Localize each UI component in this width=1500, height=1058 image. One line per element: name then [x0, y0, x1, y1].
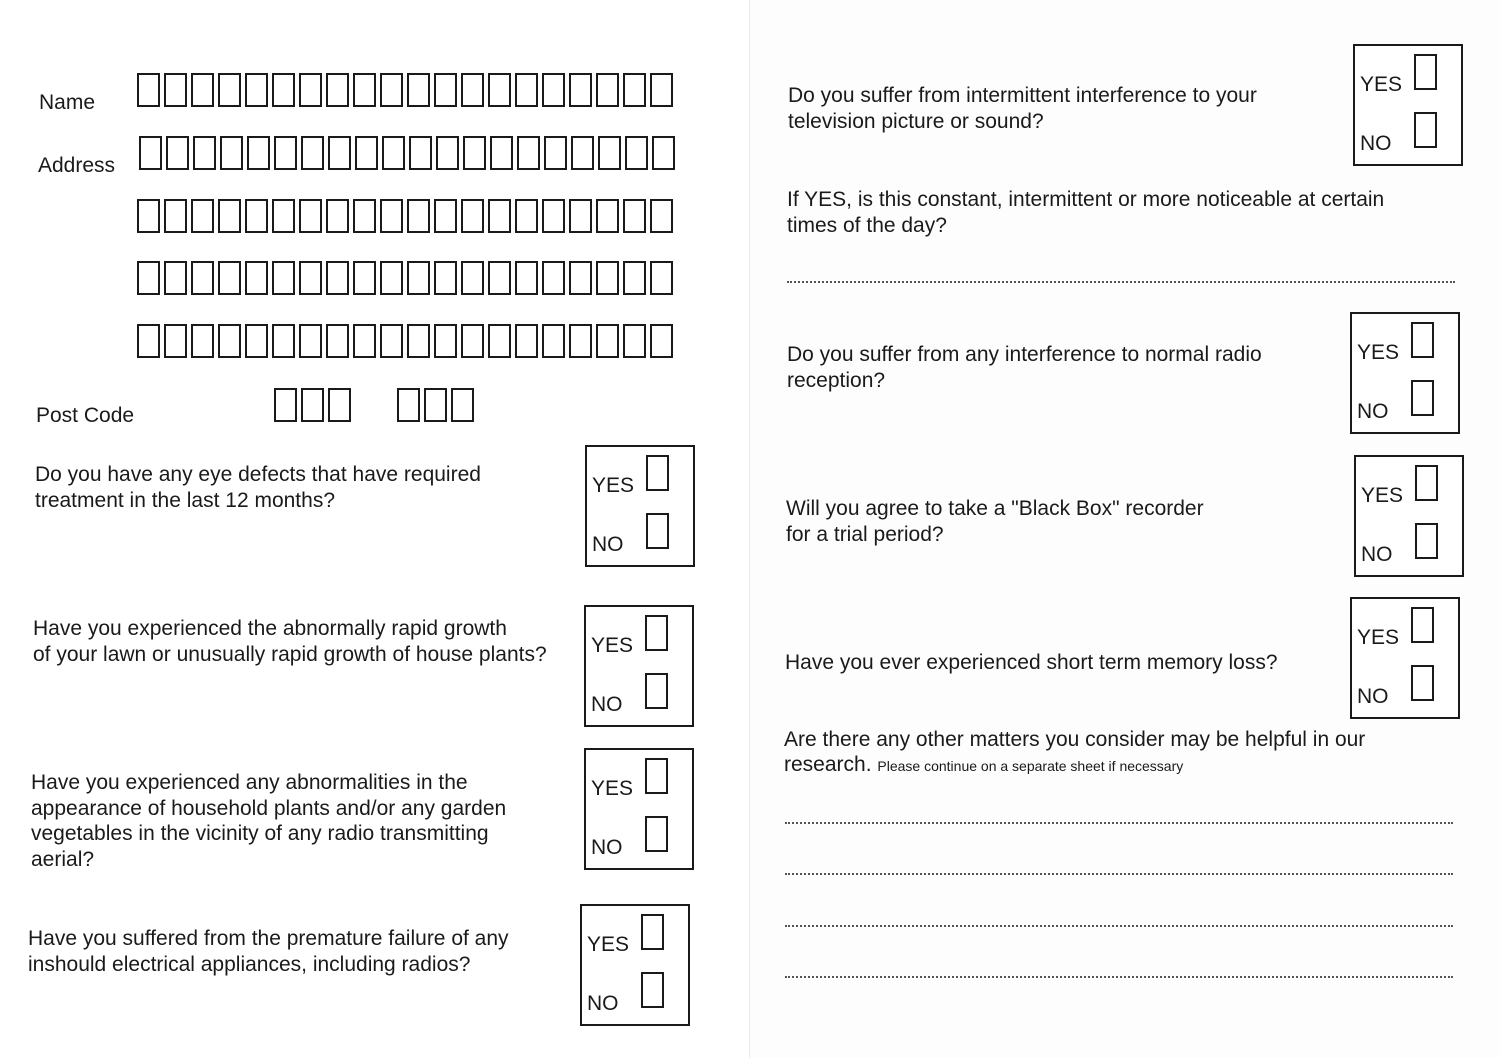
letter-box[interactable] [326, 73, 349, 107]
letter-box[interactable] [424, 388, 447, 422]
letter-box[interactable] [137, 199, 160, 233]
question-memory-loss: Have you ever experienced short term memory loss? [785, 651, 1278, 674]
yes-label: YES [591, 634, 634, 657]
postcode-label: Post Code [36, 404, 135, 427]
letter-box[interactable] [407, 199, 430, 233]
yes-checkbox[interactable] [645, 615, 668, 651]
yes-label: YES [592, 474, 635, 497]
no-label: NO [1357, 400, 1389, 423]
no-label: NO [591, 836, 623, 859]
answer-memory-loss [1350, 597, 1460, 719]
letter-box[interactable] [137, 73, 160, 107]
letter-box[interactable] [598, 136, 621, 170]
question-tv-interference: Do you suffer from intermittent interference to your television picture or sound? [788, 84, 1257, 133]
other-matters-answer-line-4[interactable] [785, 976, 1453, 978]
no-checkbox[interactable] [1411, 665, 1434, 701]
yes-checkbox[interactable] [1411, 607, 1434, 643]
question-radio-interference: Do you suffer from any interference to normal radio reception? [787, 343, 1262, 392]
no-checkbox[interactable] [1415, 523, 1438, 559]
answer-lawn-growth [584, 605, 694, 727]
letter-box[interactable] [623, 73, 646, 107]
letter-box[interactable] [515, 73, 538, 107]
letter-box[interactable] [299, 261, 322, 295]
letter-box[interactable] [218, 199, 241, 233]
letter-box[interactable] [139, 136, 162, 170]
tv-followup-answer-line[interactable] [787, 281, 1455, 283]
no-checkbox[interactable] [1414, 112, 1437, 148]
page-fold [749, 0, 750, 1058]
address-boxes-line-3[interactable] [137, 261, 673, 295]
letter-box[interactable] [353, 324, 376, 358]
answer-plant-abnormalities [584, 748, 694, 870]
letter-box[interactable] [596, 324, 619, 358]
no-label: NO [1360, 132, 1392, 155]
question-tv-followup: If YES, is this constant, intermittent or more noticeable at certain times of the day? [787, 188, 1385, 237]
letter-box[interactable] [301, 388, 324, 422]
letter-box[interactable] [164, 324, 187, 358]
letter-box[interactable] [488, 199, 511, 233]
no-label: NO [591, 693, 623, 716]
letter-box[interactable] [542, 324, 565, 358]
letter-box[interactable] [623, 261, 646, 295]
letter-box[interactable] [515, 324, 538, 358]
yes-checkbox[interactable] [645, 758, 668, 794]
letter-box[interactable] [299, 73, 322, 107]
no-checkbox[interactable] [646, 513, 669, 549]
letter-box[interactable] [490, 136, 513, 170]
letter-box[interactable] [596, 261, 619, 295]
answer-radio-interference [1350, 312, 1460, 434]
answer-eye-defects [585, 445, 695, 567]
letter-box[interactable] [382, 136, 405, 170]
other-matters-answer-line-1[interactable] [785, 822, 1453, 824]
letter-box[interactable] [517, 136, 540, 170]
letter-box[interactable] [488, 324, 511, 358]
letter-box[interactable] [488, 261, 511, 295]
letter-box[interactable] [596, 73, 619, 107]
address-label: Address [38, 154, 116, 177]
letter-box[interactable] [299, 199, 322, 233]
letter-box[interactable] [434, 73, 457, 107]
letter-box[interactable] [569, 73, 592, 107]
letter-box[interactable] [245, 73, 268, 107]
letter-box[interactable] [353, 199, 376, 233]
letter-box[interactable] [326, 261, 349, 295]
letter-box[interactable] [488, 73, 511, 107]
letter-box[interactable] [166, 136, 189, 170]
yes-checkbox[interactable] [1411, 322, 1434, 358]
letter-box[interactable] [451, 388, 474, 422]
letter-box[interactable] [245, 199, 268, 233]
letter-box[interactable] [596, 199, 619, 233]
question-black-box: Will you agree to take a "Black Box" recorder for a trial period? [786, 497, 1204, 546]
yes-checkbox[interactable] [1414, 54, 1437, 90]
letter-box[interactable] [407, 324, 430, 358]
letter-box[interactable] [380, 261, 403, 295]
yes-label: YES [591, 777, 634, 800]
letter-box[interactable] [542, 261, 565, 295]
letter-box[interactable] [407, 73, 430, 107]
letter-box[interactable] [434, 199, 457, 233]
letter-box[interactable] [353, 261, 376, 295]
letter-box[interactable] [355, 136, 378, 170]
yes-checkbox[interactable] [646, 455, 669, 491]
letter-box[interactable] [650, 73, 673, 107]
letter-box[interactable] [380, 324, 403, 358]
letter-box[interactable] [569, 261, 592, 295]
no-checkbox[interactable] [1411, 380, 1434, 416]
yes-label: YES [1361, 484, 1404, 507]
letter-box[interactable] [652, 136, 675, 170]
letter-box[interactable] [461, 324, 484, 358]
letter-box[interactable] [137, 261, 160, 295]
letter-box[interactable] [625, 136, 648, 170]
question-other-matters-line-1: Are there any other matters you consider may be helpful in our [784, 728, 1366, 751]
letter-box[interactable] [623, 324, 646, 358]
yes-checkbox[interactable] [641, 914, 664, 950]
letter-box[interactable] [191, 199, 214, 233]
no-label: NO [1357, 685, 1389, 708]
letter-box[interactable] [515, 199, 538, 233]
letter-box[interactable] [542, 199, 565, 233]
letter-box[interactable] [245, 261, 268, 295]
letter-box[interactable] [544, 136, 567, 170]
letter-box[interactable] [463, 136, 486, 170]
letter-box[interactable] [434, 261, 457, 295]
letter-box[interactable] [650, 324, 673, 358]
letter-box[interactable] [569, 324, 592, 358]
letter-box[interactable] [326, 324, 349, 358]
address-boxes-line-1[interactable] [139, 136, 675, 170]
no-label: NO [587, 992, 619, 1015]
letter-box[interactable] [380, 199, 403, 233]
letter-box[interactable] [164, 73, 187, 107]
no-label: NO [1361, 543, 1393, 566]
no-checkbox[interactable] [645, 673, 668, 709]
yes-label: YES [1357, 341, 1400, 364]
yes-label: YES [587, 933, 630, 956]
letter-box[interactable] [272, 324, 295, 358]
yes-label: YES [1360, 73, 1403, 96]
answer-tv-interference [1353, 44, 1463, 166]
letter-box[interactable] [515, 261, 538, 295]
letter-box[interactable] [220, 136, 243, 170]
address-boxes-line-2[interactable] [137, 199, 673, 233]
letter-box[interactable] [299, 324, 322, 358]
no-label: NO [592, 533, 624, 556]
other-matters-research: research. [784, 753, 872, 776]
letter-box[interactable] [164, 199, 187, 233]
letter-box[interactable] [247, 136, 270, 170]
letter-box[interactable] [272, 199, 295, 233]
answer-black-box [1354, 455, 1464, 577]
letter-box[interactable] [328, 388, 351, 422]
letter-box[interactable] [301, 136, 324, 170]
letter-box[interactable] [461, 199, 484, 233]
letter-box[interactable] [434, 324, 457, 358]
postcode-boxes-first[interactable] [274, 388, 351, 422]
letter-box[interactable] [191, 73, 214, 107]
letter-box[interactable] [623, 199, 646, 233]
address-boxes-line-4[interactable] [137, 324, 673, 358]
letter-box[interactable] [461, 261, 484, 295]
letter-box[interactable] [274, 388, 297, 422]
letter-box[interactable] [407, 261, 430, 295]
letter-box[interactable] [353, 73, 376, 107]
question-eye-defects: Do you have any eye defects that have required treatment in the last 12 months? [35, 463, 481, 512]
no-checkbox[interactable] [641, 972, 664, 1008]
letter-box[interactable] [569, 199, 592, 233]
letter-box[interactable] [326, 199, 349, 233]
letter-box[interactable] [191, 261, 214, 295]
letter-box[interactable] [218, 73, 241, 107]
letter-box[interactable] [218, 324, 241, 358]
question-appliance-failure: Have you suffered from the premature failure of any inshould electrical appliances, including radios? [28, 927, 509, 976]
other-matters-answer-line-2[interactable] [785, 873, 1453, 875]
yes-checkbox[interactable] [1415, 465, 1438, 501]
letter-box[interactable] [380, 73, 403, 107]
letter-box[interactable] [650, 261, 673, 295]
letter-box[interactable] [272, 73, 295, 107]
question-lawn-growth: Have you experienced the abnormally rapid growth of your lawn or unusually rapid growth of house plants? [33, 617, 547, 666]
letter-box[interactable] [571, 136, 594, 170]
letter-box[interactable] [137, 324, 160, 358]
letter-box[interactable] [274, 136, 297, 170]
letter-box[interactable] [191, 324, 214, 358]
name-boxes[interactable] [137, 73, 673, 107]
letter-box[interactable] [328, 136, 351, 170]
other-matters-answer-line-3[interactable] [785, 925, 1453, 927]
answer-appliance-failure [580, 904, 690, 1026]
letter-box[interactable] [461, 73, 484, 107]
letter-box[interactable] [272, 261, 295, 295]
letter-box[interactable] [436, 136, 459, 170]
no-checkbox[interactable] [645, 816, 668, 852]
yes-label: YES [1357, 626, 1400, 649]
letter-box[interactable] [164, 261, 187, 295]
letter-box[interactable] [650, 199, 673, 233]
letter-box[interactable] [245, 324, 268, 358]
letter-box[interactable] [193, 136, 216, 170]
letter-box[interactable] [409, 136, 432, 170]
question-plant-abnormalities: Have you experienced any abnormalities in the appearance of household plants and/or any garden vegetables in the vicinity of any radio transmitting aerial? [31, 771, 507, 871]
question-other-matters-line-2 [784, 752, 1183, 779]
other-matters-note: Please continue on a separate sheet if necessary [877, 758, 1184, 774]
letter-box[interactable] [542, 73, 565, 107]
letter-box[interactable] [397, 388, 420, 422]
name-label: Name [39, 91, 96, 114]
postcode-boxes-second[interactable] [397, 388, 474, 422]
letter-box[interactable] [218, 261, 241, 295]
